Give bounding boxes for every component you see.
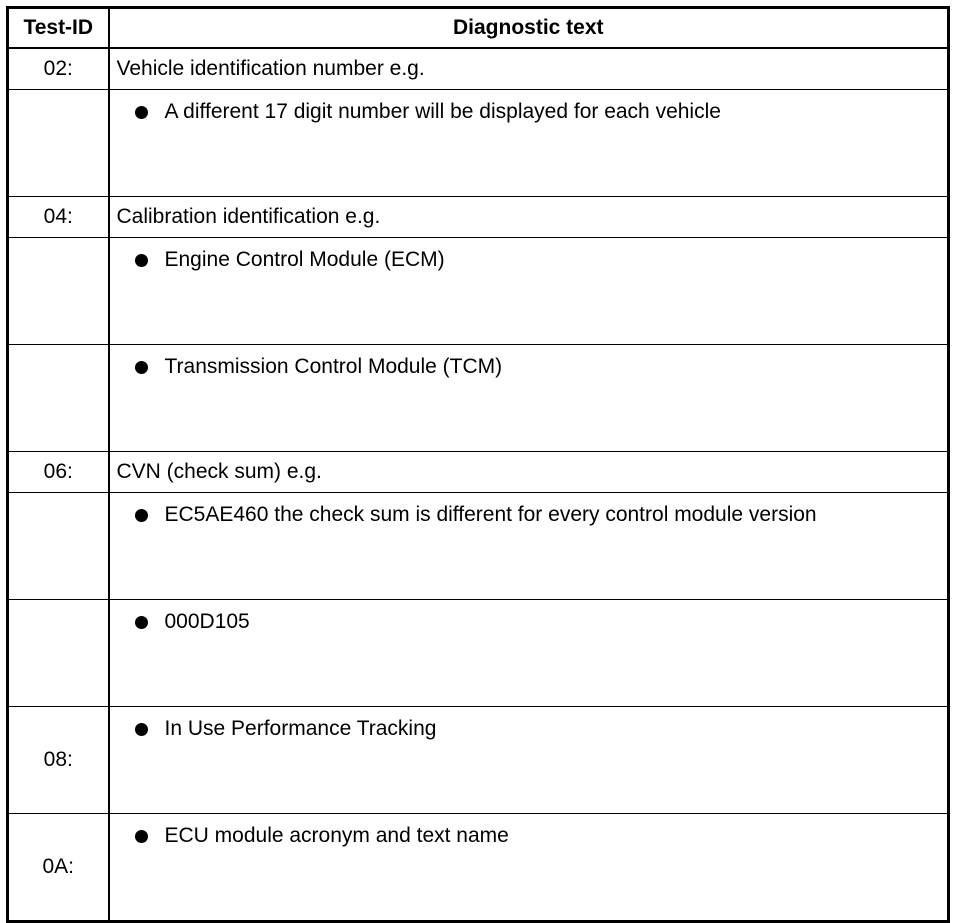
bullet-text: EC5AE460 the check sum is different for every control module version — [164, 503, 817, 526]
table-row — [8, 600, 949, 707]
diagnostic-text-cell: Vehicle identification number e.g. — [109, 48, 949, 90]
bullet-item — [110, 503, 948, 527]
bullet-icon — [135, 361, 148, 374]
table-row — [8, 493, 949, 600]
test-id-header: Test-ID — [8, 8, 109, 49]
table-header — [8, 8, 949, 49]
bullet-text: 000D105 — [164, 610, 250, 633]
test-id-cell: 0A: — [8, 814, 109, 922]
diagnostic-text-header: Diagnostic text — [109, 8, 949, 49]
test-id-cell — [8, 345, 109, 452]
bullet-icon — [135, 723, 148, 736]
diagnostic-text-cell — [109, 707, 949, 814]
table-row — [8, 452, 949, 493]
bullet-item — [110, 100, 948, 124]
table-row — [8, 238, 949, 345]
test-id-cell: 06: — [8, 452, 109, 493]
diagnostic-text-cell: CVN (check sum) e.g. — [109, 452, 949, 493]
table-row — [8, 48, 949, 90]
test-id-cell — [8, 90, 109, 197]
table-row — [8, 197, 949, 238]
test-id-cell — [8, 493, 109, 600]
diagnostic-table — [6, 6, 950, 923]
bullet-text: ECU module acronym and text name — [164, 824, 509, 847]
bullet-text: Transmission Control Module (TCM) — [164, 355, 503, 378]
test-id-cell: 08: — [8, 707, 109, 814]
bullet-icon — [135, 616, 148, 629]
table-row — [8, 345, 949, 452]
diagnostic-text-cell: Calibration identification e.g. — [109, 197, 949, 238]
bullet-item — [110, 248, 948, 272]
diagnostic-text-cell — [109, 814, 949, 922]
header-row — [8, 8, 949, 49]
diagnostic-text-cell — [109, 493, 949, 600]
bullet-item — [110, 610, 948, 634]
table-row — [8, 707, 949, 814]
bullet-item — [110, 824, 948, 848]
bullet-item — [110, 717, 948, 741]
bullet-icon — [135, 830, 148, 843]
bullet-text: A different 17 digit number will be displayed for each vehicle — [164, 100, 721, 123]
test-id-cell — [8, 238, 109, 345]
bullet-icon — [135, 254, 148, 267]
diagnostic-text-cell — [109, 345, 949, 452]
test-id-cell: 04: — [8, 197, 109, 238]
test-id-cell — [8, 600, 109, 707]
diagnostic-text-cell — [109, 600, 949, 707]
diagnostic-text-cell — [109, 238, 949, 345]
diagnostic-text-cell — [109, 90, 949, 197]
test-id-cell: 02: — [8, 48, 109, 90]
bullet-icon — [135, 106, 148, 119]
bullet-text: Engine Control Module (ECM) — [164, 248, 445, 271]
bullet-item — [110, 355, 948, 379]
bullet-icon — [135, 509, 148, 522]
table-row — [8, 90, 949, 197]
table-row — [8, 814, 949, 922]
bullet-text: In Use Performance Tracking — [164, 717, 437, 740]
